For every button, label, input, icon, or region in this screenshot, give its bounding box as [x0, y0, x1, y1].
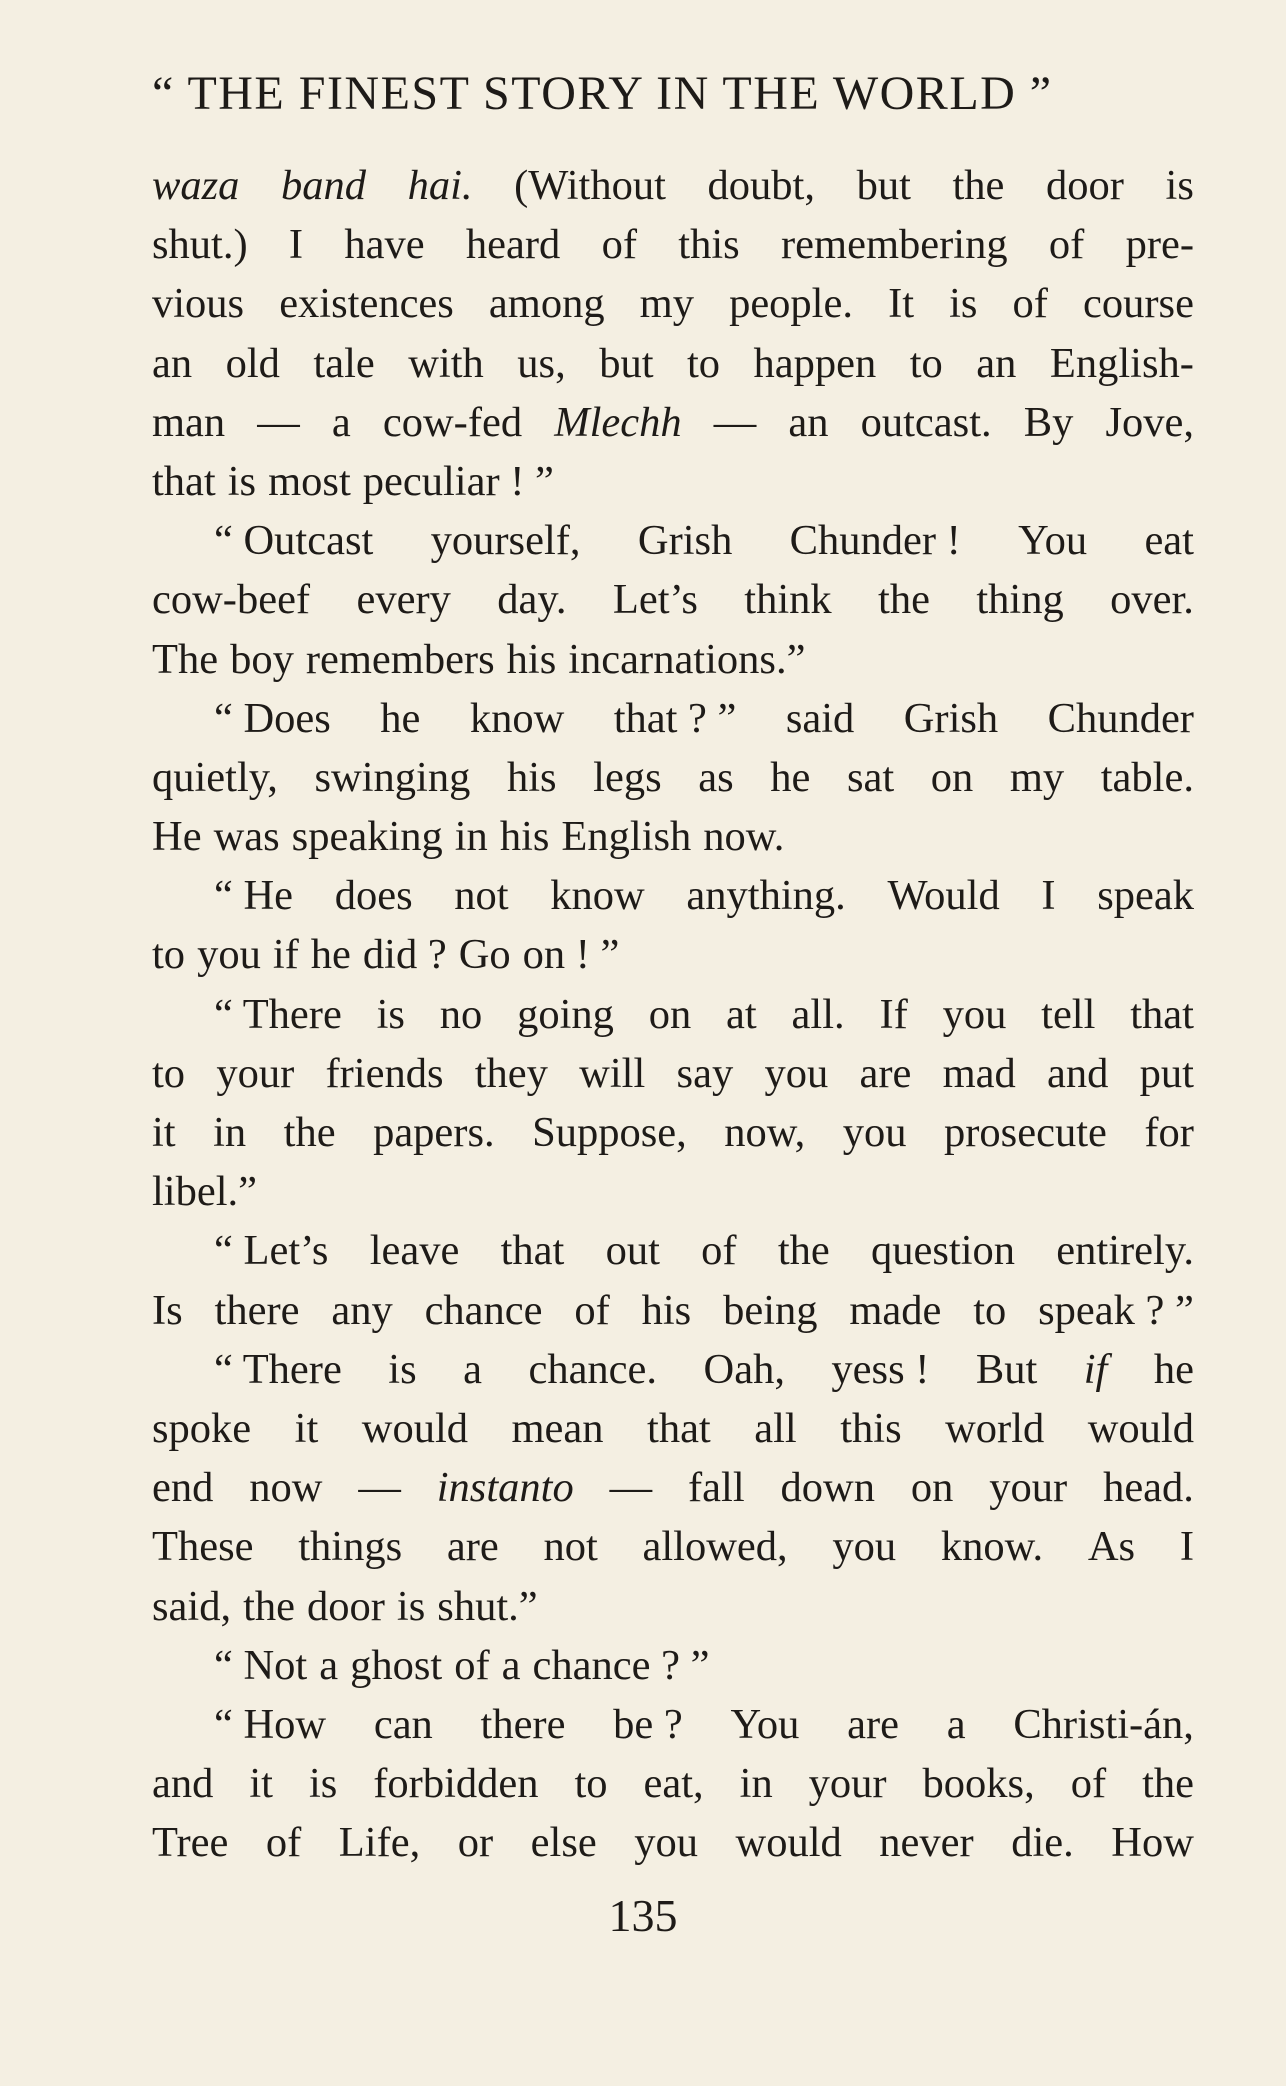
word: Is — [152, 1286, 183, 1334]
word: forbidden — [373, 1760, 539, 1808]
word: mean — [511, 1404, 604, 1452]
word: allowed, — [642, 1523, 788, 1571]
word: of — [574, 1286, 610, 1334]
word: not — [543, 1523, 598, 1571]
word: spoke — [152, 1404, 252, 1452]
word: “ There — [214, 990, 342, 1038]
word: will — [579, 1049, 646, 1097]
word: the — [1142, 1760, 1194, 1808]
word: are — [859, 1049, 912, 1097]
text-line — [152, 985, 1194, 1044]
word: in — [454, 813, 488, 861]
word: You — [730, 1700, 800, 1748]
word: said — [785, 694, 855, 742]
word: your — [808, 1760, 887, 1808]
word: to — [152, 1049, 186, 1097]
word: libel.” — [152, 1168, 258, 1216]
text-line — [152, 807, 1194, 866]
word: band — [281, 162, 366, 209]
word: and — [152, 1760, 214, 1808]
word: never — [879, 1819, 974, 1867]
word: By — [1023, 398, 1074, 446]
word: it — [152, 1109, 176, 1156]
word: going — [517, 990, 614, 1038]
word: to — [686, 339, 721, 387]
word: of — [265, 1819, 302, 1867]
word: shut.” — [437, 1582, 538, 1630]
word: I — [1179, 1523, 1194, 1571]
word: are — [847, 1700, 900, 1748]
word: thing — [976, 576, 1064, 624]
word: he — [1153, 1345, 1194, 1393]
word: but — [856, 162, 911, 209]
word: outcast. — [860, 398, 992, 446]
word: out — [605, 1227, 660, 1275]
word: all — [754, 1404, 797, 1452]
word: is — [1165, 162, 1194, 209]
word: would — [735, 1819, 842, 1867]
word: end — [152, 1464, 214, 1512]
word: I — [288, 221, 304, 269]
word: die. — [1011, 1819, 1074, 1867]
word: yess ! — [831, 1345, 930, 1393]
word: He — [152, 813, 202, 861]
word: sat — [846, 753, 895, 801]
word: vious — [152, 280, 245, 328]
text-line — [152, 1221, 1194, 1280]
word: quietly, — [152, 753, 278, 801]
word: doubt, — [707, 162, 815, 209]
word: “ He — [214, 872, 294, 920]
word: question — [871, 1227, 1016, 1275]
word: Suppose, — [532, 1109, 687, 1156]
word: (Without — [514, 162, 666, 209]
text-line — [152, 1103, 1194, 1162]
word: Grish — [637, 517, 733, 565]
word: happen — [753, 339, 877, 387]
word: Life, — [338, 1819, 421, 1867]
word: he — [310, 931, 351, 979]
word: — — [713, 398, 757, 446]
word: If — [879, 990, 908, 1038]
word: of — [1012, 280, 1048, 328]
word: friends — [325, 1049, 444, 1097]
word: in — [213, 1109, 247, 1156]
word: say — [676, 1049, 734, 1097]
word: “ How — [214, 1700, 327, 1748]
word: he — [770, 753, 811, 801]
text-line — [152, 1458, 1194, 1517]
word: old — [225, 339, 280, 387]
word: eat, — [643, 1760, 704, 1808]
word: is — [396, 1582, 426, 1630]
word: in — [739, 1760, 773, 1808]
body-text — [152, 156, 1194, 1872]
text-line — [152, 1577, 1194, 1636]
word: an — [788, 398, 829, 446]
word: his — [506, 635, 557, 683]
text-line — [152, 1340, 1194, 1399]
word: his — [506, 753, 557, 801]
word: is — [308, 1760, 338, 1808]
word: your — [989, 1464, 1068, 1512]
text-line — [152, 1162, 1194, 1221]
word: prosecute — [944, 1109, 1107, 1156]
word: a — [463, 1345, 482, 1393]
word: It — [888, 280, 915, 328]
word: us, — [517, 339, 566, 387]
text-line — [152, 1695, 1194, 1754]
word: you — [942, 990, 1007, 1038]
word: not — [454, 872, 509, 920]
word: course — [1083, 280, 1194, 328]
word: now, — [724, 1109, 806, 1156]
word: that — [152, 457, 216, 505]
word: down — [780, 1464, 875, 1512]
word: speaking — [291, 813, 443, 861]
word: they — [474, 1049, 548, 1097]
word: any — [331, 1286, 393, 1334]
word: this — [678, 221, 740, 269]
word: Chunder ! — [789, 517, 961, 565]
word: of — [701, 1227, 737, 1275]
word: — — [257, 398, 300, 446]
text-line — [152, 1754, 1194, 1813]
word: are — [446, 1523, 499, 1571]
word: the — [878, 576, 930, 624]
word: said, — [152, 1582, 232, 1630]
word: have — [344, 221, 425, 269]
text-line — [152, 215, 1194, 274]
word: tell — [1041, 990, 1096, 1038]
word: of — [601, 221, 637, 269]
word: people. — [729, 280, 853, 328]
word: you — [842, 1109, 907, 1156]
word: at — [726, 990, 757, 1038]
word: and — [1047, 1049, 1109, 1097]
word: books, — [922, 1760, 1035, 1808]
word: it — [294, 1404, 319, 1452]
word: of — [1048, 221, 1085, 269]
word: the — [777, 1227, 830, 1275]
word: be ? — [613, 1700, 683, 1748]
word: mad — [942, 1049, 1016, 1097]
word: know — [469, 694, 565, 742]
word: Grish — [903, 694, 999, 742]
word: anything. — [686, 872, 846, 920]
word: he — [380, 694, 421, 742]
word: every — [356, 576, 451, 624]
word: for — [1144, 1109, 1194, 1156]
word: know — [550, 872, 645, 920]
word: did ? — [362, 931, 447, 979]
word: but — [599, 339, 654, 387]
word: entirely. — [1056, 1227, 1194, 1275]
text-line — [152, 1813, 1194, 1872]
text-line — [152, 748, 1194, 807]
word: English- — [1049, 339, 1194, 387]
text-line — [152, 393, 1194, 452]
word: — — [358, 1464, 401, 1512]
word: to — [152, 931, 186, 979]
word: of — [454, 1641, 490, 1689]
word: remembering — [781, 221, 1008, 269]
word: “ Not — [214, 1641, 308, 1689]
text-line — [152, 274, 1194, 333]
word: my — [639, 280, 694, 328]
word: would — [1087, 1404, 1194, 1452]
text-line — [152, 1281, 1194, 1340]
word: speak — [1097, 872, 1194, 920]
word: Chunder — [1047, 694, 1194, 742]
word: cow-beef — [152, 576, 311, 624]
word: Oah, — [703, 1345, 785, 1393]
word: Let’s — [612, 576, 698, 624]
text-line — [152, 1517, 1194, 1576]
word: his — [641, 1286, 692, 1334]
word: existences — [279, 280, 454, 328]
word: ghost — [350, 1641, 443, 1689]
word: my — [1009, 753, 1065, 801]
word: that — [1130, 990, 1194, 1038]
word: boy — [230, 635, 294, 683]
word: on — [930, 753, 974, 801]
word: this — [840, 1404, 902, 1452]
word: all. — [791, 990, 845, 1038]
word: the — [283, 1109, 336, 1156]
word: it — [249, 1760, 273, 1808]
word: I — [1041, 872, 1056, 920]
word: the — [243, 1582, 296, 1630]
word: a — [501, 1641, 521, 1689]
word: swinging — [314, 753, 471, 801]
word: table. — [1100, 753, 1194, 801]
word: an — [976, 339, 1017, 387]
word: peculiar ! ” — [362, 457, 554, 505]
running-head: “ THE FINEST STORY IN THE WORLD ” — [152, 67, 1053, 120]
word: or — [457, 1819, 494, 1867]
word: tale — [313, 339, 375, 387]
word: was — [213, 813, 280, 861]
word: that — [500, 1227, 565, 1275]
word: door — [1046, 162, 1124, 209]
word: over. — [1110, 576, 1194, 624]
text-line — [152, 511, 1194, 570]
word: is — [949, 280, 978, 328]
text-line — [152, 866, 1194, 925]
word: to — [909, 339, 943, 387]
word: As — [1087, 1523, 1136, 1571]
word: “ There — [214, 1345, 342, 1393]
word: your — [216, 1049, 295, 1097]
word: is — [227, 457, 257, 505]
word: chance. — [528, 1345, 658, 1393]
word: a — [946, 1700, 966, 1748]
word: if — [272, 931, 299, 979]
word: most — [268, 457, 351, 505]
word: things — [298, 1523, 403, 1571]
word: on — [648, 990, 692, 1038]
word: Tree — [152, 1819, 229, 1867]
word: papers. — [373, 1109, 495, 1156]
text-line — [152, 925, 1194, 984]
word: the — [952, 162, 1005, 209]
word: waza — [152, 162, 240, 209]
word: incarnations.” — [568, 635, 806, 683]
word: Christi-án, — [1013, 1700, 1194, 1748]
word: head. — [1103, 1464, 1194, 1512]
text-line — [152, 1044, 1194, 1103]
word: you — [764, 1049, 829, 1097]
word: chance ? ” — [532, 1641, 710, 1689]
word: yourself, — [430, 517, 581, 565]
word: you — [197, 931, 261, 979]
word: instanto — [436, 1464, 574, 1512]
word: But — [975, 1345, 1038, 1393]
word: his — [499, 813, 550, 861]
word: that — [647, 1404, 711, 1452]
word: there — [214, 1286, 300, 1334]
word: eat — [1144, 517, 1194, 565]
text-line — [152, 689, 1194, 748]
word: legs — [593, 753, 662, 801]
word: remembers — [305, 635, 495, 683]
word: day. — [497, 576, 567, 624]
word: you — [832, 1523, 897, 1571]
word: a — [331, 398, 351, 446]
word: shut.) — [152, 221, 248, 269]
word: put — [1139, 1049, 1194, 1097]
word: there — [480, 1700, 566, 1748]
word: to — [973, 1286, 1007, 1334]
word: — — [609, 1464, 653, 1512]
text-line — [152, 630, 1194, 689]
word: being — [723, 1286, 818, 1334]
word: speak ? ” — [1038, 1286, 1194, 1334]
word: These — [152, 1523, 254, 1571]
word: as — [698, 753, 734, 801]
word: does — [334, 872, 413, 920]
word: is — [388, 1345, 417, 1393]
word: English — [561, 813, 692, 861]
word: can — [373, 1700, 433, 1748]
text-line — [152, 452, 1194, 511]
word: The — [152, 635, 219, 683]
word: Mlechh — [554, 398, 682, 446]
word: an — [152, 339, 193, 387]
word: would — [361, 1404, 468, 1452]
word: on ! ” — [522, 931, 620, 979]
word: now — [249, 1464, 323, 1512]
word: think — [744, 576, 832, 624]
word: with — [408, 339, 484, 387]
word: fall — [688, 1464, 745, 1512]
word: of — [1070, 1760, 1107, 1808]
text-line — [152, 1636, 1194, 1695]
word: “ Outcast — [214, 517, 374, 565]
word: “ Does — [214, 694, 331, 742]
word: world — [945, 1404, 1045, 1452]
word: pre- — [1125, 221, 1194, 269]
word: man — [152, 398, 226, 446]
text-line — [152, 156, 1194, 215]
word: How — [1111, 1819, 1194, 1867]
word: that ? ” — [613, 694, 737, 742]
word: among — [488, 280, 605, 328]
word: else — [530, 1819, 597, 1867]
word: Go — [458, 931, 511, 979]
word: hai. — [407, 162, 473, 209]
page-number: 135 — [608, 1890, 678, 1941]
word: to — [574, 1760, 608, 1808]
word: a — [319, 1641, 339, 1689]
word: you — [634, 1819, 698, 1867]
word: leave — [369, 1227, 460, 1275]
text-line — [152, 1399, 1194, 1458]
word: Would — [887, 872, 1000, 920]
word: heard — [465, 221, 561, 269]
word: “ Let’s — [214, 1227, 329, 1275]
word: door — [307, 1582, 385, 1630]
word: know. — [940, 1523, 1044, 1571]
word: cow-fed — [382, 398, 523, 446]
word: Jove, — [1105, 398, 1194, 446]
word: You — [1018, 517, 1088, 565]
word: is — [376, 990, 405, 1038]
word: now. — [703, 813, 785, 861]
text-line — [152, 570, 1194, 629]
word: on — [910, 1464, 954, 1512]
word: made — [849, 1286, 942, 1334]
word: chance — [424, 1286, 543, 1334]
text-line — [152, 334, 1194, 393]
word: if — [1083, 1345, 1108, 1393]
word: no — [439, 990, 483, 1038]
